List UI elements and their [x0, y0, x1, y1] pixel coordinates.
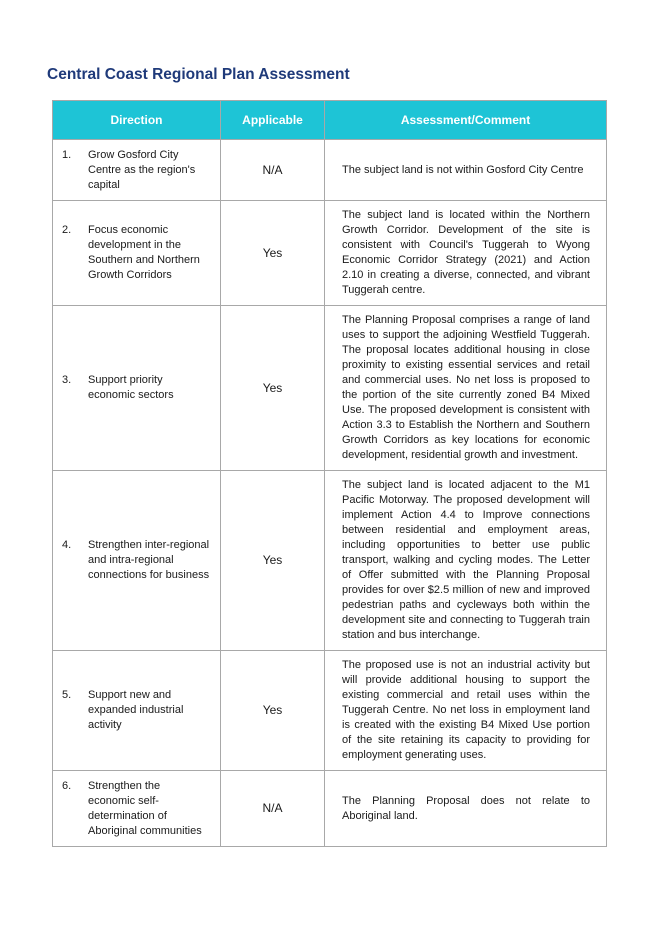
applicable-cell: Yes — [221, 651, 325, 771]
table-header-row — [53, 101, 607, 140]
table-row — [53, 651, 607, 771]
direction-text: Strengthen inter-regional and intra-regional connections for business — [88, 539, 210, 581]
assessment-text: The Planning Proposal does not relate to Aboriginal land. — [342, 794, 590, 822]
assessment-cell — [325, 651, 607, 771]
table-row — [53, 471, 607, 651]
direction-text: Strengthen the economic self-determination of Aboriginal communities — [88, 779, 202, 837]
direction-cell — [53, 771, 221, 847]
table-row — [53, 201, 607, 306]
direction-number: 6. — [62, 779, 72, 792]
direction-text: Grow Gosford City Centre as the region's capital — [88, 148, 196, 191]
direction-number: 2. — [62, 224, 72, 236]
column-header-direction: Direction — [53, 101, 221, 140]
direction-cell — [53, 471, 221, 651]
assessment-text: The subject land is located adjacent to the M1 Pacific Motorway. The proposed development will implement Action 4.4 to Improve connections between residential and employment areas, including opportunities to better use public transport, walking and cycling modes. The Letter of Offer submitted with the Planning Proposal provides for over $2.5 million of new and improved pedestrian paths and cycleways both within the development site and connecting to Tuggerah train station and bus interchange. — [342, 479, 590, 641]
direction-text: Support new and expanded industrial activity — [88, 689, 184, 731]
page-title: Central Coast Regional Plan Assessment — [47, 66, 350, 83]
assessment-cell — [325, 306, 607, 471]
direction-cell — [53, 306, 221, 471]
column-header-assessment: Assessment/Comment — [325, 101, 607, 140]
direction-number: 3. — [62, 374, 72, 386]
assessment-cell — [325, 771, 607, 847]
assessment-text: The proposed use is not an industrial activity but will provide additional housing to support the existing commercial and retail uses within the Tuggerah Centre. No net loss in employment land is created with the existing B4 Mixed Use portion of the site retaining its capacity to providing for employment generating uses. — [342, 659, 590, 761]
applicable-cell: N/A — [221, 771, 325, 847]
assessment-text: The Planning Proposal comprises a range of land uses to support the adjoining Westfield Tuggerah. The proposal locates additional housing in close proximity to existing essential services and retail and commercial uses. No net loss is proposed to the portion of the site currently zoned B4 Mixed Use. The proposed development is consistent with Action 3.3 to Establish the Northern and Southern Growth Corridors as key locations for economic development, residential growth and investment. — [342, 314, 590, 461]
direction-cell — [53, 140, 221, 201]
column-header-applicable: Applicable — [221, 101, 325, 140]
direction-cell — [53, 201, 221, 306]
direction-number: 1. — [62, 148, 72, 161]
assessment-cell — [325, 201, 607, 306]
table-row — [53, 771, 607, 847]
assessment-text: The subject land is not within Gosford City Centre — [342, 163, 584, 176]
direction-number: 4. — [62, 539, 72, 551]
direction-text: Support priority economic sectors — [88, 374, 174, 401]
table-row — [53, 306, 607, 471]
direction-text: Focus economic development in the Southern and Northern Growth Corridors — [88, 224, 200, 281]
table-row — [53, 140, 607, 201]
direction-number: 5. — [62, 689, 72, 701]
assessment-table — [52, 100, 607, 847]
applicable-cell: Yes — [221, 201, 325, 306]
assessment-cell — [325, 140, 607, 201]
direction-cell — [53, 651, 221, 771]
assessment-cell — [325, 471, 607, 651]
assessment-text: The subject land is located within the Northern Growth Corridor. Development of the site is consistent with Council's Tuggerah to Wyong Economic Corridor Strategy (2021) and Action 2.10 in creating a diverse, connected, and vibrant Tuggerah centre. — [342, 209, 590, 296]
applicable-cell: Yes — [221, 306, 325, 471]
applicable-cell: N/A — [221, 140, 325, 201]
applicable-cell: Yes — [221, 471, 325, 651]
